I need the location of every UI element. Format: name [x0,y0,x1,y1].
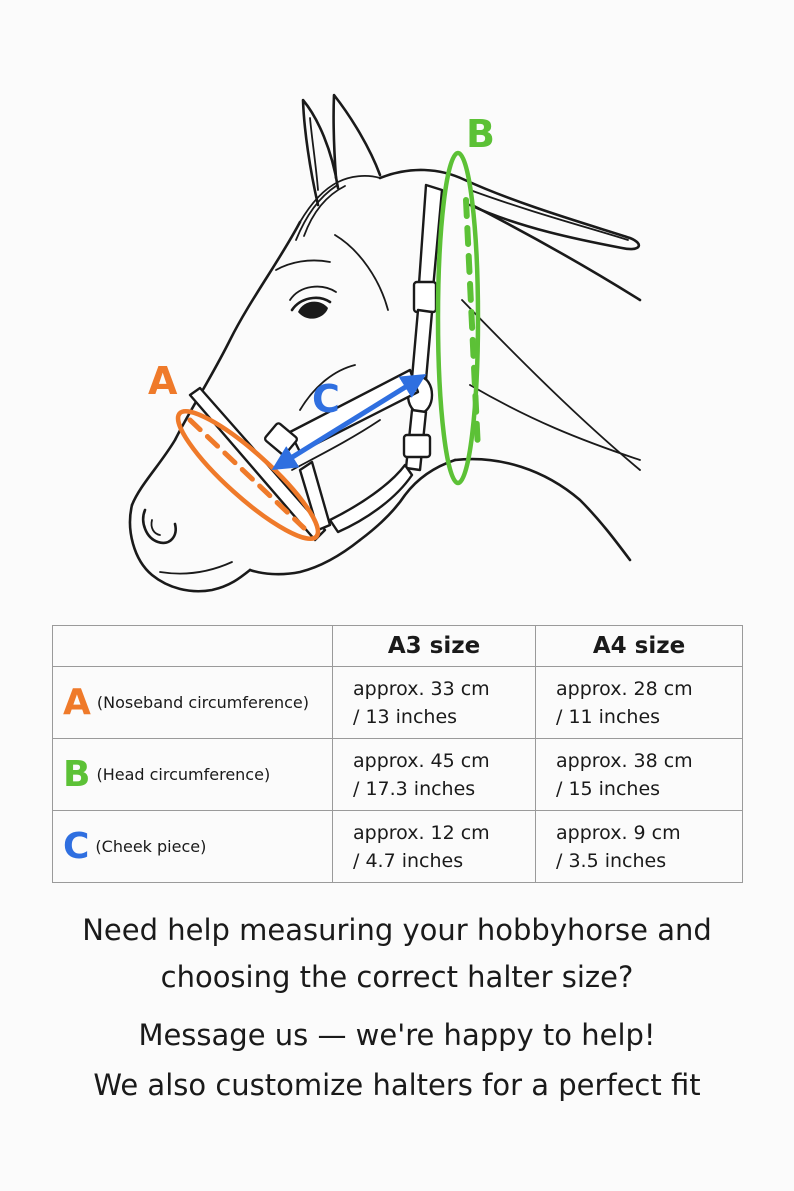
value-inches: / 4.7 inches [353,849,464,872]
value-a4-noseband [536,667,743,739]
horse-head-outline [130,95,640,591]
value-cm: approx. 45 cm [353,749,490,772]
measure-c-cheek [278,377,420,466]
row-label [53,811,333,883]
table-row-c [53,811,743,883]
help-message-line-2: choosing the correct halter size? [160,960,634,994]
value-a3-noseband [333,667,536,739]
marker-c: C [312,377,340,421]
value-a3-head [333,739,536,811]
value-inches: / 17.3 inches [353,777,476,800]
value-a4-cheek [536,811,743,883]
value-inches: / 13 inches [353,705,458,728]
value-cm: approx. 28 cm [556,677,693,700]
value-cm: approx. 33 cm [353,677,490,700]
row-letter-c: C [63,826,90,867]
value-cm: approx. 12 cm [353,821,490,844]
measure-b-head [438,112,495,483]
row-letter-a: A [63,682,91,723]
row-desc-head: (Head circumference) [96,765,271,784]
table-header-row [53,626,743,667]
row-label [53,739,333,811]
value-a3-cheek [333,811,536,883]
row-desc-noseband: (Noseband circumference) [96,693,309,712]
value-inches: / 15 inches [556,777,661,800]
marker-b: B [466,112,495,156]
header-empty [53,626,333,667]
help-message-line-3: Message us — we're happy to help! [138,1018,656,1052]
marker-a: A [148,359,178,403]
help-message-line-1: Need help measuring your hobbyhorse and [82,913,712,947]
table-row-a [53,667,743,739]
header-a4-size: A4 size [536,626,743,667]
table-row-b [53,739,743,811]
header-a3-size: A3 size [333,626,536,667]
value-cm: approx. 38 cm [556,749,693,772]
row-label [53,667,333,739]
value-inches: / 3.5 inches [556,849,667,872]
value-cm: approx. 9 cm [556,821,681,844]
halter-size-table [52,625,743,883]
value-a4-head [536,739,743,811]
help-message-line-4: We also customize halters for a perfect fit [93,1068,701,1102]
row-desc-cheek: (Cheek piece) [95,837,207,856]
value-inches: / 11 inches [556,705,661,728]
row-letter-b: B [63,754,91,795]
